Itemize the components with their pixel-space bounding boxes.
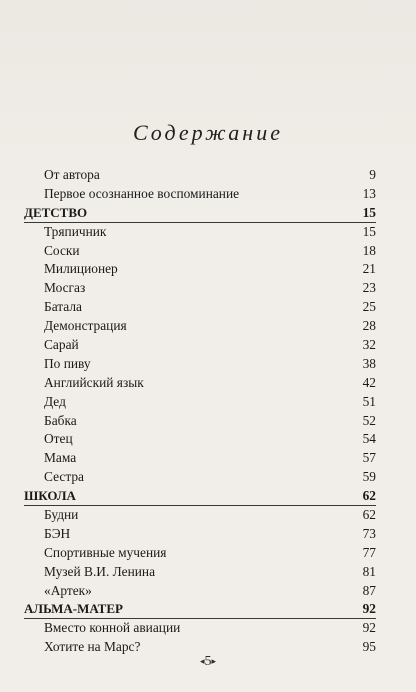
toc-page-number: 92 xyxy=(362,620,376,636)
toc-entry-title: Соски xyxy=(44,242,80,258)
toc-entry xyxy=(24,525,376,544)
toc-entry xyxy=(24,619,376,638)
toc-entry xyxy=(24,430,376,449)
toc-page-number: 54 xyxy=(362,431,376,447)
toc-entry-title: Отец xyxy=(44,431,73,447)
toc-entry-title: Музей В.И. Ленина xyxy=(44,563,156,579)
page-title: Содержание xyxy=(132,120,283,145)
toc-entry xyxy=(24,242,376,261)
toc-entry-title: Первое осознанное воспоминание xyxy=(44,185,240,201)
toc-entry xyxy=(24,374,376,393)
toc-page-number: 59 xyxy=(362,469,376,485)
toc-entry-title: От автора xyxy=(44,167,100,182)
right-arrow-icon: ▸ xyxy=(211,656,217,666)
section-divider xyxy=(24,505,376,506)
toc-entry xyxy=(24,279,376,298)
toc-entry xyxy=(24,582,376,601)
toc-page-number: 87 xyxy=(362,582,376,598)
toc-entry xyxy=(24,298,376,317)
toc-section xyxy=(24,600,376,619)
toc-entry xyxy=(24,563,376,582)
toc-entry-title: Сестра xyxy=(44,469,84,485)
page-footer xyxy=(0,654,416,670)
toc-section-title: ДЕТСТВО xyxy=(24,204,88,220)
toc-page-number: 38 xyxy=(362,355,376,371)
toc-entry-title: «Артек» xyxy=(44,582,92,598)
toc-page-number: 13 xyxy=(362,185,376,201)
toc-section-title: АЛЬМА-МАТЕР xyxy=(24,601,123,617)
toc-entry-title: Спортивные мучения xyxy=(44,544,167,560)
toc-page-number: 15 xyxy=(362,204,376,220)
toc-page-number: 32 xyxy=(362,337,376,353)
toc-page-number: 52 xyxy=(362,412,376,428)
toc-page-number: 25 xyxy=(362,299,376,315)
toc-page-number: 51 xyxy=(362,393,376,409)
toc-entry xyxy=(24,185,376,204)
toc-entry-title: Дед xyxy=(44,393,66,409)
toc-entry-title: Вместо конной авиации xyxy=(44,620,181,636)
toc-page-number: 62 xyxy=(362,507,376,523)
toc-section xyxy=(24,204,376,223)
toc-entry xyxy=(24,449,376,468)
toc-entry xyxy=(24,260,376,279)
toc-page-number: 77 xyxy=(362,544,376,560)
left-arrow-icon: ◂ xyxy=(199,656,205,666)
toc-entry-title: Милиционер xyxy=(44,261,118,277)
toc-page-number: 23 xyxy=(362,280,376,296)
toc-entry xyxy=(24,166,376,185)
toc-entry-title: По пиву xyxy=(44,355,91,371)
toc-entry-title: Английский язык xyxy=(44,374,144,390)
toc-section xyxy=(24,487,376,506)
toc-page-number: 81 xyxy=(362,563,376,579)
toc-section-title: ШКОЛА xyxy=(24,488,76,504)
toc-page-number: 57 xyxy=(362,450,376,466)
toc-page-number: 62 xyxy=(362,488,376,504)
toc-entry-title: Сарай xyxy=(44,337,79,353)
toc-entry xyxy=(24,355,376,374)
toc-page-number: 18 xyxy=(362,242,376,258)
toc-entry xyxy=(24,412,376,431)
toc-page-number: 95 xyxy=(362,639,376,655)
toc-entry xyxy=(24,506,376,525)
toc-entry-title: Тряпичник xyxy=(44,223,107,239)
toc-page-number: 42 xyxy=(362,374,376,390)
toc-entry-title: Будни xyxy=(44,507,79,523)
toc-page-number: 15 xyxy=(362,223,376,239)
toc-entry xyxy=(24,317,376,336)
page-number: 5 xyxy=(204,654,212,669)
toc-entry-title: Батала xyxy=(44,299,82,315)
toc-page-number: 9 xyxy=(369,167,376,182)
toc-entry xyxy=(24,223,376,242)
toc-entry xyxy=(24,393,376,412)
toc-entry-title: БЭН xyxy=(44,525,71,541)
section-divider xyxy=(24,222,376,223)
toc-page-number: 73 xyxy=(362,525,376,541)
toc-entry-title: Демонстрация xyxy=(44,318,127,334)
toc-entry xyxy=(24,544,376,563)
toc-entry-title: Хотите на Марс? xyxy=(44,639,141,655)
toc-page-number: 28 xyxy=(362,318,376,334)
table-of-contents xyxy=(24,166,376,657)
toc-entry-title: Мама xyxy=(44,450,77,466)
toc-page-number: 21 xyxy=(362,261,376,277)
toc-entry xyxy=(24,336,376,355)
toc-entry xyxy=(24,468,376,487)
section-divider xyxy=(24,618,376,619)
toc-entry-title: Бабка xyxy=(44,412,77,428)
toc-entry-title: Мосгаз xyxy=(44,280,86,296)
toc-page-number: 92 xyxy=(362,601,376,617)
